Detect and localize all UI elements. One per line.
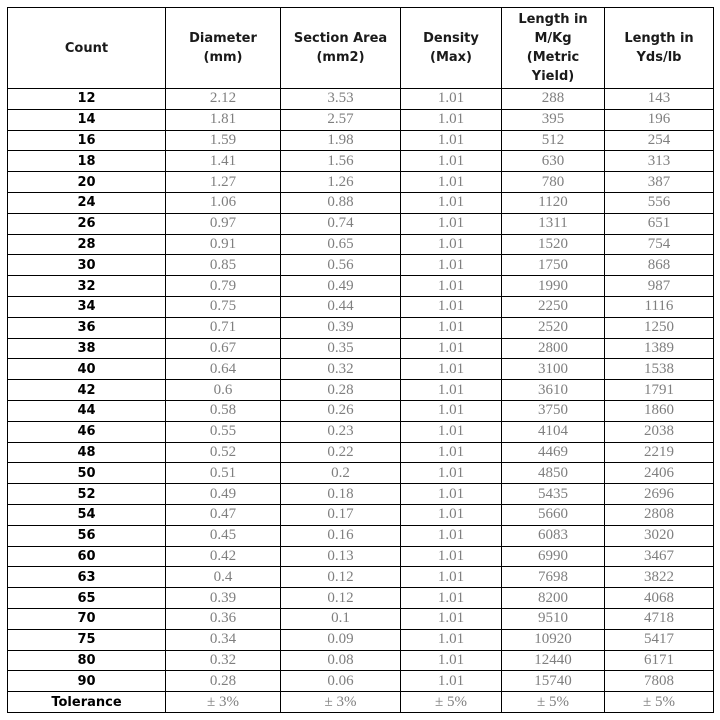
diameter-cell: 0.85 — [166, 255, 281, 276]
length-m-kg-cell: 1520 — [502, 234, 605, 255]
length-yds-lb-cell: 1250 — [605, 317, 714, 338]
length-yds-lb-cell: 6171 — [605, 650, 714, 671]
length-yds-lb-cell: 754 — [605, 234, 714, 255]
table-row — [8, 130, 714, 151]
length-m-kg-cell: 512 — [502, 130, 605, 151]
diameter-cell: 0.71 — [166, 317, 281, 338]
count-cell: 52 — [8, 484, 166, 505]
length-yds-lb-cell: 7808 — [605, 671, 714, 692]
length-yds-lb-cell: 4718 — [605, 608, 714, 629]
table-row — [8, 671, 714, 692]
length-m-kg-cell: 4104 — [502, 421, 605, 442]
count-cell: 48 — [8, 442, 166, 463]
density-cell: 1.01 — [401, 421, 502, 442]
table-row — [8, 255, 714, 276]
section-area-cell: 1.26 — [281, 172, 401, 193]
section-area-cell: 0.28 — [281, 380, 401, 401]
count-cell: 14 — [8, 109, 166, 130]
header-length-m-kg-label: Length in M/Kg (Metric Yield) — [518, 12, 588, 84]
count-cell: 63 — [8, 567, 166, 588]
density-cell: 1.01 — [401, 317, 502, 338]
table-row — [8, 89, 714, 110]
header-section-area-label: Section Area (mm2) — [293, 31, 388, 65]
length-yds-lb-cell: 254 — [605, 130, 714, 151]
diameter-cell: 1.81 — [166, 109, 281, 130]
length-yds-lb-cell: 3020 — [605, 525, 714, 546]
count-cell: 36 — [8, 317, 166, 338]
length-yds-lb-cell: 143 — [605, 89, 714, 110]
length-yds-lb-cell: 3822 — [605, 567, 714, 588]
table-body — [8, 89, 714, 713]
section-area-cell: 1.98 — [281, 130, 401, 151]
count-cell: 16 — [8, 130, 166, 151]
section-area-cell: 0.09 — [281, 629, 401, 650]
count-cell: 20 — [8, 172, 166, 193]
count-cell: 50 — [8, 463, 166, 484]
length-m-kg-cell: ± 5% — [502, 692, 605, 713]
header-diameter-label: Diameter (mm) — [189, 31, 257, 65]
diameter-cell: 0.75 — [166, 296, 281, 317]
count-cell: 30 — [8, 255, 166, 276]
section-area-cell: 0.44 — [281, 296, 401, 317]
diameter-cell: 0.47 — [166, 504, 281, 525]
header-length-yds-lb-label: Length in Yds/lb — [624, 31, 694, 65]
length-m-kg-cell: 3750 — [502, 400, 605, 421]
table-row — [8, 629, 714, 650]
count-cell: 75 — [8, 629, 166, 650]
count-cell: 46 — [8, 421, 166, 442]
length-m-kg-cell: 630 — [502, 151, 605, 172]
density-cell: 1.01 — [401, 192, 502, 213]
length-yds-lb-cell: 2696 — [605, 484, 714, 505]
table-row — [8, 421, 714, 442]
length-m-kg-cell: 3100 — [502, 359, 605, 380]
length-yds-lb-cell: 313 — [605, 151, 714, 172]
diameter-cell: 2.12 — [166, 89, 281, 110]
count-cell: 42 — [8, 380, 166, 401]
length-m-kg-cell: 1990 — [502, 276, 605, 297]
header-count — [8, 8, 166, 89]
density-cell: 1.01 — [401, 671, 502, 692]
density-cell: ± 5% — [401, 692, 502, 713]
density-cell: 1.01 — [401, 276, 502, 297]
section-area-cell: 0.06 — [281, 671, 401, 692]
section-area-cell: ± 3% — [281, 692, 401, 713]
section-area-cell: 0.17 — [281, 504, 401, 525]
table-row — [8, 317, 714, 338]
density-cell: 1.01 — [401, 130, 502, 151]
density-cell: 1.01 — [401, 359, 502, 380]
table-row — [8, 504, 714, 525]
count-cell: 80 — [8, 650, 166, 671]
count-cell: 54 — [8, 504, 166, 525]
density-cell: 1.01 — [401, 109, 502, 130]
length-yds-lb-cell: 651 — [605, 213, 714, 234]
table-row — [8, 380, 714, 401]
length-yds-lb-cell: 556 — [605, 192, 714, 213]
density-cell: 1.01 — [401, 525, 502, 546]
density-cell: 1.01 — [401, 151, 502, 172]
diameter-cell: 0.32 — [166, 650, 281, 671]
density-cell: 1.01 — [401, 463, 502, 484]
section-area-cell: 0.23 — [281, 421, 401, 442]
length-m-kg-cell: 15740 — [502, 671, 605, 692]
density-cell: 1.01 — [401, 213, 502, 234]
table-row — [8, 151, 714, 172]
count-cell: 56 — [8, 525, 166, 546]
header-density-label: Density (Max) — [423, 31, 479, 65]
table-row — [8, 546, 714, 567]
diameter-cell: 0.45 — [166, 525, 281, 546]
count-cell: 18 — [8, 151, 166, 172]
length-m-kg-cell: 5435 — [502, 484, 605, 505]
length-m-kg-cell: 288 — [502, 89, 605, 110]
diameter-cell: 1.59 — [166, 130, 281, 151]
length-yds-lb-cell: 4068 — [605, 588, 714, 609]
section-area-cell: 0.74 — [281, 213, 401, 234]
diameter-cell: 1.27 — [166, 172, 281, 193]
count-cell: 60 — [8, 546, 166, 567]
density-cell: 1.01 — [401, 546, 502, 567]
count-cell: 12 — [8, 89, 166, 110]
density-cell: 1.01 — [401, 442, 502, 463]
density-cell: 1.01 — [401, 380, 502, 401]
length-m-kg-cell: 4469 — [502, 442, 605, 463]
count-cell: 90 — [8, 671, 166, 692]
section-area-cell: 0.13 — [281, 546, 401, 567]
length-yds-lb-cell: 1791 — [605, 380, 714, 401]
diameter-cell: 0.52 — [166, 442, 281, 463]
table-header — [8, 8, 714, 89]
density-cell: 1.01 — [401, 588, 502, 609]
count-cell: 28 — [8, 234, 166, 255]
length-m-kg-cell: 10920 — [502, 629, 605, 650]
section-area-cell: 0.26 — [281, 400, 401, 421]
section-area-cell: 0.35 — [281, 338, 401, 359]
section-area-cell: 0.1 — [281, 608, 401, 629]
diameter-cell: 0.36 — [166, 608, 281, 629]
table-row — [8, 650, 714, 671]
length-m-kg-cell: 1120 — [502, 192, 605, 213]
table-row — [8, 109, 714, 130]
length-m-kg-cell: 7698 — [502, 567, 605, 588]
section-area-cell: 0.08 — [281, 650, 401, 671]
density-cell: 1.01 — [401, 255, 502, 276]
length-yds-lb-cell: 1116 — [605, 296, 714, 317]
table-row — [8, 172, 714, 193]
density-cell: 1.01 — [401, 567, 502, 588]
table-row — [8, 359, 714, 380]
diameter-cell: 0.49 — [166, 484, 281, 505]
diameter-cell: 0.91 — [166, 234, 281, 255]
diameter-cell: 0.34 — [166, 629, 281, 650]
length-yds-lb-cell: 5417 — [605, 629, 714, 650]
section-area-cell: 0.56 — [281, 255, 401, 276]
length-yds-lb-cell: 2219 — [605, 442, 714, 463]
section-area-cell: 1.56 — [281, 151, 401, 172]
diameter-cell: 0.58 — [166, 400, 281, 421]
length-m-kg-cell: 2520 — [502, 317, 605, 338]
length-m-kg-cell: 1311 — [502, 213, 605, 234]
section-area-cell: 0.18 — [281, 484, 401, 505]
table-row — [8, 234, 714, 255]
length-yds-lb-cell: 1860 — [605, 400, 714, 421]
length-m-kg-cell: 6083 — [502, 525, 605, 546]
diameter-cell: 0.51 — [166, 463, 281, 484]
diameter-cell: 0.79 — [166, 276, 281, 297]
length-yds-lb-cell: 387 — [605, 172, 714, 193]
table-row — [8, 608, 714, 629]
density-cell: 1.01 — [401, 608, 502, 629]
header-diameter — [166, 8, 281, 89]
length-yds-lb-cell: 2038 — [605, 421, 714, 442]
count-cell: Tolerance — [8, 692, 166, 713]
length-yds-lb-cell: 2808 — [605, 504, 714, 525]
density-cell: 1.01 — [401, 296, 502, 317]
count-cell: 24 — [8, 192, 166, 213]
diameter-cell: 1.06 — [166, 192, 281, 213]
length-m-kg-cell: 3610 — [502, 380, 605, 401]
length-m-kg-cell: 12440 — [502, 650, 605, 671]
length-m-kg-cell: 1750 — [502, 255, 605, 276]
length-m-kg-cell: 2800 — [502, 338, 605, 359]
density-cell: 1.01 — [401, 89, 502, 110]
section-area-cell: 0.88 — [281, 192, 401, 213]
count-cell: 32 — [8, 276, 166, 297]
length-yds-lb-cell: 1538 — [605, 359, 714, 380]
density-cell: 1.01 — [401, 629, 502, 650]
density-cell: 1.01 — [401, 234, 502, 255]
count-cell: 70 — [8, 608, 166, 629]
density-cell: 1.01 — [401, 172, 502, 193]
length-m-kg-cell: 780 — [502, 172, 605, 193]
wire-spec-table — [7, 7, 714, 713]
section-area-cell: 2.57 — [281, 109, 401, 130]
header-count-label: Count — [64, 40, 109, 56]
section-area-cell: 0.2 — [281, 463, 401, 484]
table-row — [8, 567, 714, 588]
count-cell: 26 — [8, 213, 166, 234]
table-row — [8, 213, 714, 234]
diameter-cell: 0.39 — [166, 588, 281, 609]
count-cell: 65 — [8, 588, 166, 609]
table-row — [8, 442, 714, 463]
length-yds-lb-cell: 987 — [605, 276, 714, 297]
table-row — [8, 463, 714, 484]
tolerance-row — [8, 692, 714, 713]
diameter-cell: ± 3% — [166, 692, 281, 713]
table-row — [8, 588, 714, 609]
density-cell: 1.01 — [401, 338, 502, 359]
section-area-cell: 0.12 — [281, 588, 401, 609]
table-row — [8, 192, 714, 213]
section-area-cell: 0.49 — [281, 276, 401, 297]
table-row — [8, 296, 714, 317]
diameter-cell: 0.42 — [166, 546, 281, 567]
count-cell: 34 — [8, 296, 166, 317]
diameter-cell: 0.64 — [166, 359, 281, 380]
diameter-cell: 0.28 — [166, 671, 281, 692]
length-yds-lb-cell: 1389 — [605, 338, 714, 359]
section-area-cell: 0.22 — [281, 442, 401, 463]
section-area-cell: 0.16 — [281, 525, 401, 546]
diameter-cell: 0.55 — [166, 421, 281, 442]
length-yds-lb-cell: 868 — [605, 255, 714, 276]
length-m-kg-cell: 9510 — [502, 608, 605, 629]
density-cell: 1.01 — [401, 504, 502, 525]
header-length-yds-lb — [605, 8, 714, 89]
diameter-cell: 1.41 — [166, 151, 281, 172]
section-area-cell: 0.12 — [281, 567, 401, 588]
density-cell: 1.01 — [401, 484, 502, 505]
diameter-cell: 0.6 — [166, 380, 281, 401]
length-yds-lb-cell: 2406 — [605, 463, 714, 484]
length-m-kg-cell: 4850 — [502, 463, 605, 484]
section-area-cell: 0.39 — [281, 317, 401, 338]
length-m-kg-cell: 8200 — [502, 588, 605, 609]
section-area-cell: 3.53 — [281, 89, 401, 110]
diameter-cell: 0.4 — [166, 567, 281, 588]
table-row — [8, 484, 714, 505]
table-row — [8, 338, 714, 359]
length-m-kg-cell: 2250 — [502, 296, 605, 317]
length-m-kg-cell: 6990 — [502, 546, 605, 567]
length-yds-lb-cell: 196 — [605, 109, 714, 130]
count-cell: 38 — [8, 338, 166, 359]
density-cell: 1.01 — [401, 650, 502, 671]
length-yds-lb-cell: ± 5% — [605, 692, 714, 713]
count-cell: 44 — [8, 400, 166, 421]
table-row — [8, 525, 714, 546]
length-m-kg-cell: 395 — [502, 109, 605, 130]
diameter-cell: 0.67 — [166, 338, 281, 359]
table-row — [8, 276, 714, 297]
table-row — [8, 400, 714, 421]
header-row — [8, 8, 714, 89]
length-m-kg-cell: 5660 — [502, 504, 605, 525]
density-cell: 1.01 — [401, 400, 502, 421]
header-section-area — [281, 8, 401, 89]
header-density — [401, 8, 502, 89]
count-cell: 40 — [8, 359, 166, 380]
section-area-cell: 0.65 — [281, 234, 401, 255]
header-length-m-kg — [502, 8, 605, 89]
length-yds-lb-cell: 3467 — [605, 546, 714, 567]
diameter-cell: 0.97 — [166, 213, 281, 234]
section-area-cell: 0.32 — [281, 359, 401, 380]
